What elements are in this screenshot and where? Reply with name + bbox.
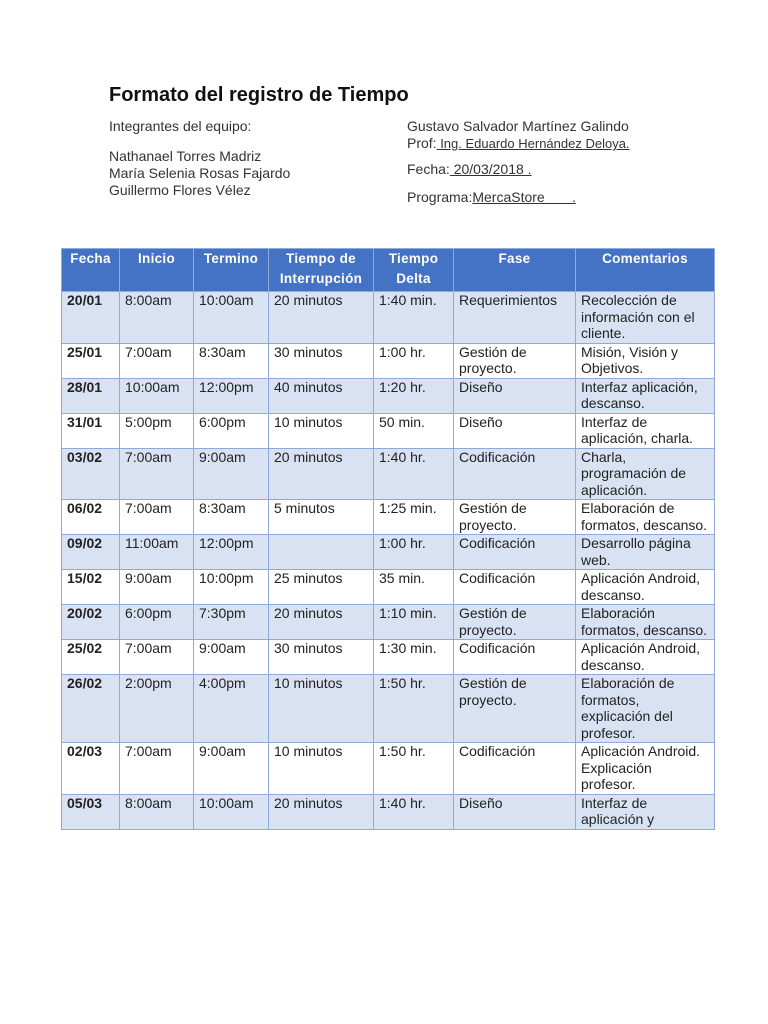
cell-fecha: 02/03: [62, 743, 120, 795]
cell-termino: 10:00pm: [194, 570, 269, 605]
cell-fecha: 25/02: [62, 640, 120, 675]
programa-label: Programa:: [407, 189, 473, 205]
cell-fecha: 31/01: [62, 413, 120, 448]
cell-fecha: 06/02: [62, 500, 120, 535]
cell-comentarios: Misión, Visión y Objetivos.: [576, 343, 715, 378]
cell-comentarios: Elaboración formatos, descanso.: [576, 605, 715, 640]
cell-fase: Diseño: [454, 794, 576, 829]
cell-termino: 4:00pm: [194, 675, 269, 743]
time-log-table: [61, 248, 715, 830]
team-member: María Selenia Rosas Fajardo: [109, 165, 291, 181]
table-row: [62, 675, 715, 743]
cell-interrupcion: 5 minutos: [269, 500, 374, 535]
cell-delta: 1:50 hr.: [374, 675, 454, 743]
cell-termino: 9:00am: [194, 743, 269, 795]
cell-inicio: 9:00am: [120, 570, 194, 605]
cell-fecha: 15/02: [62, 570, 120, 605]
cell-comentarios: Interfaz aplicación, descanso.: [576, 378, 715, 413]
team-member: Gustavo Salvador Martínez Galindo: [407, 118, 629, 134]
table-row: [62, 448, 715, 500]
cell-interrupcion: 30 minutos: [269, 640, 374, 675]
team-member: Nathanael Torres Madriz: [109, 148, 262, 164]
cell-interrupcion: [269, 535, 374, 570]
cell-termino: 9:00am: [194, 448, 269, 500]
document-info-block: [407, 118, 630, 206]
programa-value: MercaStore .: [472, 189, 576, 205]
table-row: [62, 743, 715, 795]
fecha-value: 20/03/2018 .: [449, 161, 532, 177]
table-row: [62, 535, 715, 570]
cell-interrupcion: 10 minutos: [269, 743, 374, 795]
cell-fecha: 05/03: [62, 794, 120, 829]
cell-comentarios: Recolección de información con el cliente.: [576, 292, 715, 344]
cell-interrupcion: 25 minutos: [269, 570, 374, 605]
cell-delta: 35 min.: [374, 570, 454, 605]
cell-interrupcion: 20 minutos: [269, 794, 374, 829]
table-row: [62, 640, 715, 675]
cell-delta: 1:00 hr.: [374, 535, 454, 570]
cell-termino: 12:00pm: [194, 378, 269, 413]
cell-inicio: 6:00pm: [120, 605, 194, 640]
cell-delta: 50 min.: [374, 413, 454, 448]
cell-fase: Gestión de proyecto.: [454, 675, 576, 743]
cell-delta: 1:40 hr.: [374, 794, 454, 829]
cell-inicio: 7:00am: [120, 640, 194, 675]
cell-comentarios: Elaboración de formatos, explicación del profesor.: [576, 675, 715, 743]
prof-value: Ing. Eduardo Hernández Deloya.: [436, 136, 630, 151]
cell-inicio: 7:00am: [120, 743, 194, 795]
cell-comentarios: Desarrollo página web.: [576, 535, 715, 570]
cell-inicio: 7:00am: [120, 343, 194, 378]
cell-comentarios: Aplicación Android, descanso.: [576, 640, 715, 675]
cell-comentarios: Elaboración de formatos, descanso.: [576, 500, 715, 535]
cell-fecha: 25/01: [62, 343, 120, 378]
cell-interrupcion: 30 minutos: [269, 343, 374, 378]
header-fase: Fase: [454, 249, 576, 292]
cell-interrupcion: 20 minutos: [269, 605, 374, 640]
cell-fecha: 26/02: [62, 675, 120, 743]
cell-comentarios: Aplicación Android, descanso.: [576, 570, 715, 605]
cell-inicio: 5:00pm: [120, 413, 194, 448]
cell-fecha: 20/02: [62, 605, 120, 640]
document-title: Formato del registro de Tiempo: [109, 84, 409, 106]
team-members-block: [109, 118, 290, 199]
cell-comentarios: Aplicación Android. Explicación profesor.: [576, 743, 715, 795]
table-row: [62, 292, 715, 344]
table-row: [62, 605, 715, 640]
cell-fase: Gestión de proyecto.: [454, 500, 576, 535]
header-inicio: Inicio: [120, 249, 194, 292]
cell-termino: 6:00pm: [194, 413, 269, 448]
cell-inicio: 2:00pm: [120, 675, 194, 743]
cell-fase: Gestión de proyecto.: [454, 343, 576, 378]
cell-inicio: 7:00am: [120, 500, 194, 535]
cell-inicio: 11:00am: [120, 535, 194, 570]
header-termino: Termino: [194, 249, 269, 292]
cell-comentarios: Interfaz de aplicación y: [576, 794, 715, 829]
header-fecha: Fecha: [62, 249, 120, 292]
header-comentarios: Comentarios: [576, 249, 715, 292]
header-tiempo-interrupcion: Tiempo de Interrupción: [269, 249, 374, 292]
cell-delta: 1:40 min.: [374, 292, 454, 344]
cell-delta: 1:50 hr.: [374, 743, 454, 795]
cell-inicio: 7:00am: [120, 448, 194, 500]
cell-fase: Codificación: [454, 448, 576, 500]
cell-interrupcion: 20 minutos: [269, 448, 374, 500]
cell-fase: Gestión de proyecto.: [454, 605, 576, 640]
cell-fecha: 03/02: [62, 448, 120, 500]
cell-delta: 1:10 min.: [374, 605, 454, 640]
table-row: [62, 570, 715, 605]
cell-fase: Codificación: [454, 535, 576, 570]
cell-delta: 1:30 min.: [374, 640, 454, 675]
cell-delta: 1:20 hr.: [374, 378, 454, 413]
cell-fecha: 20/01: [62, 292, 120, 344]
cell-delta: 1:40 hr.: [374, 448, 454, 500]
table-row: [62, 413, 715, 448]
cell-fecha: 28/01: [62, 378, 120, 413]
cell-interrupcion: 10 minutos: [269, 675, 374, 743]
programa-line: [407, 189, 630, 206]
header-tiempo-delta: Tiempo Delta: [374, 249, 454, 292]
prof-label: Prof:: [407, 135, 437, 151]
cell-inicio: 8:00am: [120, 794, 194, 829]
team-member: Guillermo Flores Vélez: [109, 182, 251, 198]
cell-delta: 1:00 hr.: [374, 343, 454, 378]
cell-termino: 9:00am: [194, 640, 269, 675]
cell-termino: 12:00pm: [194, 535, 269, 570]
cell-fase: Diseño: [454, 413, 576, 448]
cell-comentarios: Charla, programación de aplicación.: [576, 448, 715, 500]
cell-interrupcion: 40 minutos: [269, 378, 374, 413]
table-row: [62, 343, 715, 378]
table-header-row: [62, 249, 715, 292]
cell-termino: 10:00am: [194, 292, 269, 344]
cell-fase: Diseño: [454, 378, 576, 413]
cell-fase: Codificación: [454, 570, 576, 605]
cell-delta: 1:25 min.: [374, 500, 454, 535]
cell-comentarios: Interfaz de aplicación, charla.: [576, 413, 715, 448]
table-row: [62, 500, 715, 535]
cell-fase: Requerimientos: [454, 292, 576, 344]
cell-termino: 7:30pm: [194, 605, 269, 640]
prof-line: [407, 135, 630, 152]
cell-fase: Codificación: [454, 640, 576, 675]
cell-interrupcion: 10 minutos: [269, 413, 374, 448]
cell-fase: Codificación: [454, 743, 576, 795]
cell-termino: 10:00am: [194, 794, 269, 829]
cell-termino: 8:30am: [194, 500, 269, 535]
table-row: [62, 378, 715, 413]
fecha-label: Fecha:: [407, 161, 450, 177]
team-label: Integrantes del equipo:: [109, 118, 252, 134]
cell-interrupcion: 20 minutos: [269, 292, 374, 344]
table-row: [62, 794, 715, 829]
cell-inicio: 10:00am: [120, 378, 194, 413]
fecha-line: [407, 161, 630, 178]
cell-termino: 8:30am: [194, 343, 269, 378]
cell-fecha: 09/02: [62, 535, 120, 570]
cell-inicio: 8:00am: [120, 292, 194, 344]
